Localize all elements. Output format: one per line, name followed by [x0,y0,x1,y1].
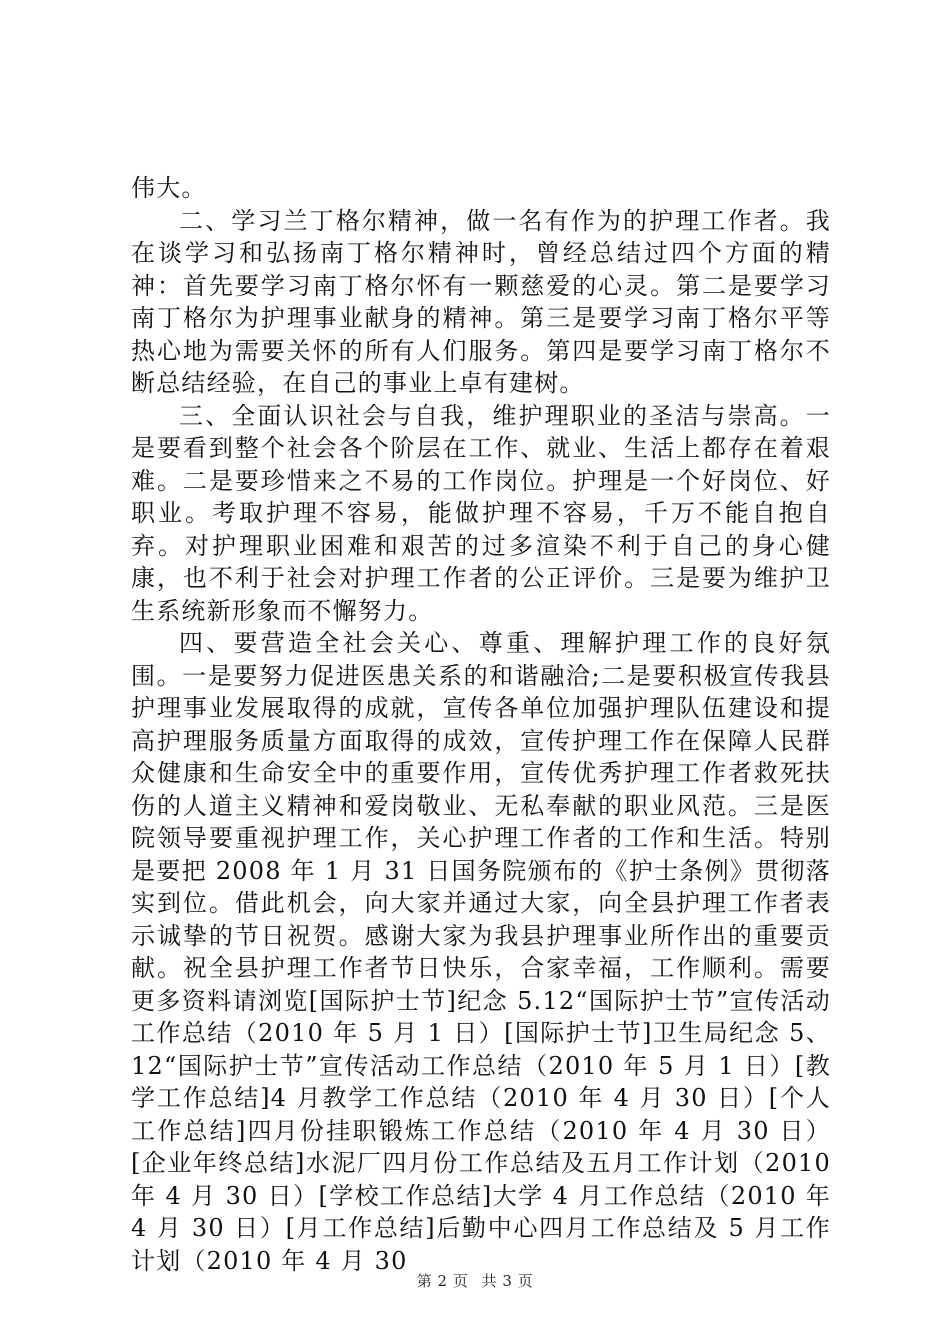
page-number: 第 2 页 [416,1272,469,1290]
page-footer [0,1271,950,1291]
paragraph-section-3: 三、全面认识社会与自我，维护理职业的圣洁与崇高。一是要看到整个社会各个阶层在工作、就业、生活上都存在着艰难。二是要珍惜来之不易的工作岗位。护理是一个好岗位、好职业。考取护理不容易，能做护理不容易，千万不能自抱自弃。对护理职业困难和艰苦的过多渲染不利于自己的身心健康，也不利于社会对护理工作者的公正评价。三是要为维护卫生系统新形象而不懈努力。 [131,401,831,625]
page-total: 共 3 页 [481,1272,534,1290]
paragraph-section-2: 二、学习兰丁格尔精神，做一名有作为的护理工作者。我在谈学习和弘扬南丁格尔精神时，曾经总结过四个方面的精神：首先要学习南丁格尔怀有一颗慈爱的心灵。第二是要学习南丁格尔为护理事业献身的精神。第三是要学习南丁格尔平等热心地为需要关怀的所有人们服务。第四是要学习南丁格尔不断总结经验，在自己的事业上卓有建树。 [131,206,831,397]
document-body [131,172,831,1277]
paragraph-section-4: 四、要营造全社会关心、尊重、理解护理工作的良好氛围。一是要努力促进医患关系的和谐融洽;二是要积极宣传我县护理事业发展取得的成就，宣传各单位加强护理队伍建设和提高护理服务质量方面取得的成效，宣传护理工作在保障人民群众健康和生命安全中的重要作用，宣传优秀护理工作者救死扶伤的人道主义精神和爱岗敬业、无私奉献的职业风范。三是医院领导要重视护理工作，关心护理工作者的工作和生活。特别是要把 2008 年 1 月 31 日国务院颁布的《护士条例》贯彻落实到位。借此机会，向大家并通过大家，向全县护理工作者表示诚挚的节日祝贺。感谢大家为我县护理事业所作出的重要贡献。祝全县护理工作者节日快乐，合家幸福，工作顺利。需要更多资料请浏览[国际护士节]纪念 5.12“国际护士节”宣传活动工作总结（2010 年 5 月 1 日）[国际护士节]卫生局纪念 5、12“国际护士节”宣传活动工作总结（2010 年 5 月 1 日）[教学工作总结]4 月教学工作总结（2010 年 4 月 30 日）[个人工作总结]四月份挂职锻炼工作总结（2010 年 4 月 30 日）[企业年终总结]水泥厂四月份工作总结及五月工作计划（2010 年 4 月 30 日）[学校工作总结]大学 4 月工作总结（2010 年 4 月 30 日）[月工作总结]后勤中心四月工作总结及 5 月工作计划（2010 年 4 月 30 [131,629,831,1275]
paragraph-continuation: 伟大。 [131,174,207,202]
